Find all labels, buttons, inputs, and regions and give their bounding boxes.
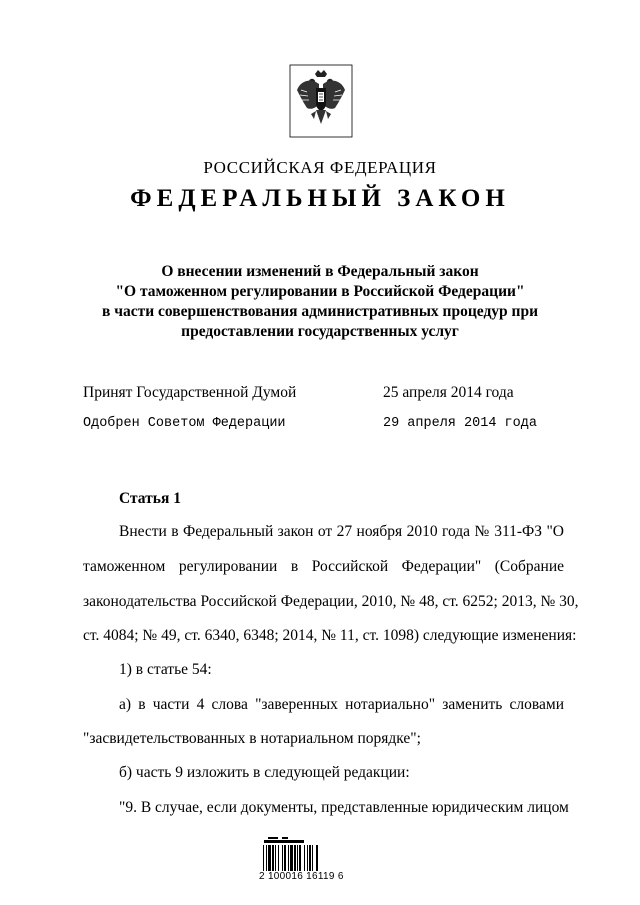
barcode-bar <box>304 845 305 871</box>
barcode-bar <box>294 845 296 871</box>
article-text-line: законодательства Российской Федерации, 2010, № 48, ст. 6252; 2013, № 30, <box>83 593 579 610</box>
law-title-line: предоставлении государственных услуг <box>181 323 459 340</box>
barcode-bar <box>316 845 318 871</box>
article-text-line: а) в части 4 слова "заверенных нотариально" заменить словами <box>119 696 564 713</box>
article-text-line: 1) в статье 54: <box>119 661 212 678</box>
barcode-bar <box>309 845 311 871</box>
barcode-bar <box>312 845 313 871</box>
article-heading: Статья 1 <box>119 490 181 507</box>
article-text-line: ст. 4084; № 49, ст. 6340, 6348; 2014, № 11, ст. 1098) следующие изменения: <box>83 627 577 644</box>
duma-adoption-date: 25 апреля 2014 года <box>383 384 514 401</box>
barcode-bar <box>268 845 271 871</box>
law-title <box>90 262 550 342</box>
duma-adoption-label: Принят Государственной Думой <box>83 384 297 401</box>
law-title-line: О внесении изменений в Федеральный закон <box>161 263 479 280</box>
document-type: ФЕДЕРАЛЬНЫЙ ЗАКОН <box>130 185 510 212</box>
barcode-bar <box>278 845 279 871</box>
barcode-bar <box>284 845 286 871</box>
barcode-number: 2 100016 16119 6 <box>259 871 344 882</box>
country-name: РОССИЙСКАЯ ФЕДЕРАЦИЯ <box>203 158 437 177</box>
article-text-line: Внести в Федеральный закон от 27 ноября 2010 года № 311-ФЗ "О <box>119 523 564 540</box>
russian-coat-of-arms-icon <box>289 64 353 138</box>
law-title-line: в части совершенствования административных процедур при <box>101 303 539 320</box>
barcode <box>262 845 348 871</box>
article-text-line: "засвидетельствованных в нотариальном порядке"; <box>83 730 421 747</box>
article-text-line: таможенном регулировании в Российской Федерации" (Собрание <box>83 558 564 575</box>
council-approval-label: Одобрен Советом Федерации <box>83 416 286 431</box>
barcode-bar <box>307 845 308 871</box>
barcode-bar <box>282 845 283 871</box>
barcode-bar <box>275 845 276 871</box>
article-text-line: "9. В случае, если документы, представленные юридическим лицом <box>119 799 569 816</box>
barcode-bar <box>272 845 274 871</box>
barcode-bar <box>299 845 301 871</box>
barcode-bar <box>297 845 298 871</box>
article-text-line: б) часть 9 изложить в следующей редакции: <box>119 764 410 781</box>
law-title-line: "О таможенном регулировании в Российской Федерации" <box>115 283 525 300</box>
barcode-bar <box>266 845 267 871</box>
barcode-bar <box>288 845 289 871</box>
barcode-bar <box>263 845 264 871</box>
council-approval-date: 29 апреля 2014 года <box>383 416 537 431</box>
barcode-bar <box>290 845 293 871</box>
